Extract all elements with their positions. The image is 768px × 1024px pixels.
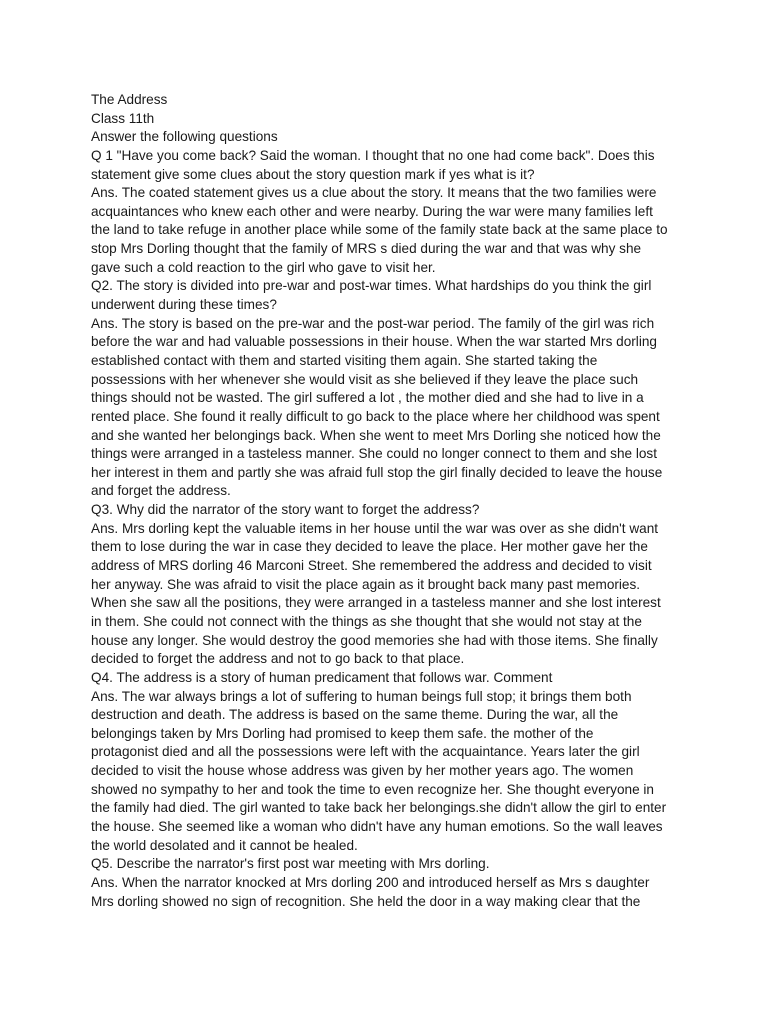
answer-3-line: When she saw all the positions, they were arranged in a tasteless manner and she lost interest <box>91 595 661 611</box>
answer-3-line: them to lose during the war in case they decided to leave the place. Her mother gave her the <box>91 539 648 555</box>
answer-4-line: the world desolated and it cannot be healed. <box>91 837 358 853</box>
answer-2-line: possessions with her whenever she would visit as she believed if they leave the place such <box>91 371 639 387</box>
answer-1-line: acquaintances who knew each other and were nearby. During the war were many families left <box>91 203 653 219</box>
answer-5-line: Ans. When the narrator knocked at Mrs dorling 200 and introduced herself as Mrs s daughter <box>91 874 650 890</box>
question-2-line: Q2. The story is divided into pre-war and post-war times. What hardships do you think the girl <box>91 278 652 294</box>
answer-1-line: the land to take refuge in another place while some of the family state back at the same place to <box>91 222 668 238</box>
answer-3-line: Ans. Mrs dorling kept the valuable items in her house until the war was over as she didn't want <box>91 520 659 536</box>
answer-3-line: address of MRS dorling 46 Marconi Street. She remembered the address and decided to visit <box>91 558 652 574</box>
answer-2-line: before the war and had valuable possessions in their house. When the war started Mrs dorling <box>91 334 657 350</box>
document-body <box>91 91 711 911</box>
question-5-line: Q5. Describe the narrator's first post war meeting with Mrs dorling. <box>91 856 490 872</box>
question-2-line: underwent during these times? <box>91 297 277 313</box>
answer-3-line: decided to forget the address and not to go back to that place. <box>91 651 465 667</box>
answer-3-line: her anyway. She was afraid to visit the place again as it brought back many past memories. <box>91 576 641 592</box>
answer-5-line: Mrs dorling showed no sign of recognition. She held the door in a way making clear that the <box>91 893 641 909</box>
answer-1-line: gave such a cold reaction to the girl who gave to visit her. <box>91 259 436 275</box>
answer-4-line: showed no sympathy to her and took the time to even recognize her. She thought everyone in <box>91 781 654 797</box>
answer-4-line: belongings taken by Mrs Dorling had promised to keep them safe. the mother of the <box>91 725 594 741</box>
answer-2-line: and forget the address. <box>91 483 231 499</box>
answer-2-line: her interest in them and partly she was afraid full stop the girl finally decided to leave the house <box>91 464 663 480</box>
question-4-line: Q4. The address is a story of human predicament that follows war. Comment <box>91 669 553 685</box>
answer-2-line: Ans. The story is based on the pre-war and the post-war period. The family of the girl was rich <box>91 315 655 331</box>
answer-4-line: protagonist died and all the possessions were left with the acquaintance. Years later the girl <box>91 744 640 760</box>
document-title: The Address <box>91 92 168 107</box>
answer-3-line: in them. She could not connect with the things as she thought that she would not stay at the <box>91 613 642 629</box>
answer-4-line: the house. She seemed like a woman who didn't have any human emotions. So the wall leaves <box>91 818 663 834</box>
instructions: Answer the following questions <box>91 129 278 145</box>
question-1-line: statement give some clues about the story question mark if yes what is it? <box>91 166 535 182</box>
answer-2-line: things should not be wasted. The girl suffered a lot , the mother died and she had to live in a <box>91 390 644 406</box>
answer-2-line: rented place. She found it really difficult to go back to the place where her childhood was spent <box>91 408 660 424</box>
answer-1-line: Ans. The coated statement gives us a clue about the story. It means that the two families were <box>91 185 657 201</box>
answer-2-line: things were arranged in a tasteless manner. She could no longer connect to them and she lost <box>91 446 657 462</box>
question-3-line: Q3. Why did the narrator of the story want to forget the address? <box>91 502 480 518</box>
answer-4-line: the family had died. The girl wanted to take back her belongings.she didn't allow the girl to enter <box>91 800 667 816</box>
answer-4-line: destruction and death. The address is based on the same theme. During the war, all the <box>91 707 619 723</box>
answer-1-line: stop Mrs Dorling thought that the family of MRS s died during the war and that was why she <box>91 241 642 257</box>
class-label: Class 11th <box>91 110 155 126</box>
answer-4-line: Ans. The war always brings a lot of suffering to human beings full stop; it brings them both <box>91 688 632 704</box>
answer-2-line: established contact with them and started visiting them again. She started taking the <box>91 352 598 368</box>
answer-2-line: and she wanted her belongings back. When she went to meet Mrs Dorling she noticed how the <box>91 427 661 443</box>
answer-3-line: house any longer. She would destroy the good memories she had with those items. She finally <box>91 632 658 648</box>
question-1-line: Q 1 "Have you come back? Said the woman. I thought that no one had come back". Does this <box>91 147 655 163</box>
answer-4-line: decided to visit the house whose address was given by her mother years ago. The women <box>91 763 634 779</box>
